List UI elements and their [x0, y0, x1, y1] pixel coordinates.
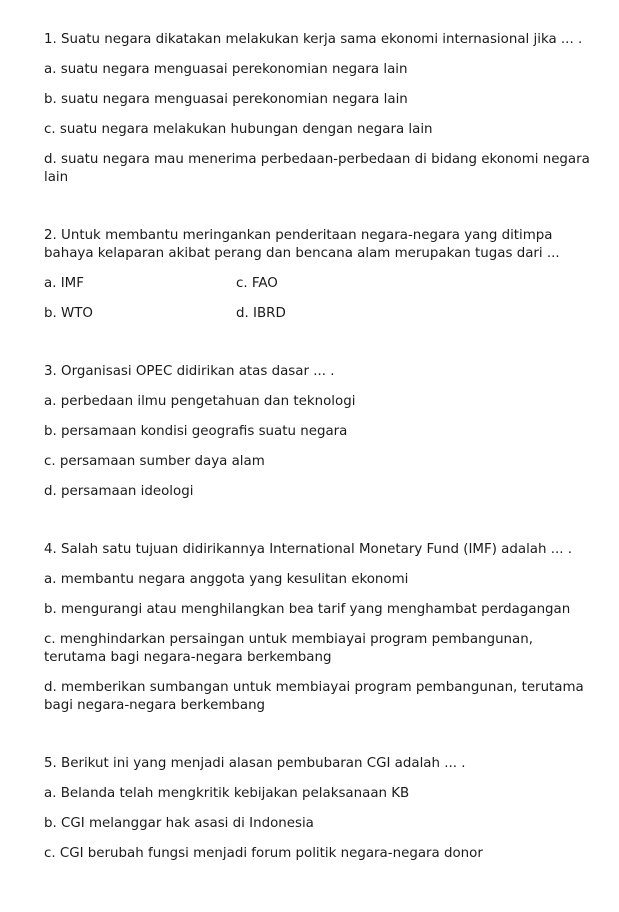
question-4	[44, 541, 596, 715]
answer-option: b. CGI melanggar hak asasi di Indonesia	[44, 816, 314, 831]
answer-option: b. suatu negara menguasai perekonomian negara lain	[44, 92, 408, 107]
answer-option: c. persamaan sumber daya alam	[44, 454, 265, 469]
question-stem: 5. Berikut ini yang menjadi alasan pembubaran CGI adalah ... .	[44, 756, 466, 771]
question-5	[44, 755, 596, 863]
answer-option: a. membantu negara anggota yang kesulitan ekonomi	[44, 572, 409, 587]
answer-option: a. perbedaan ilmu pengetahuan dan teknologi	[44, 394, 356, 409]
quiz-document	[44, 31, 596, 863]
answer-option: c. CGI berubah fungsi menjadi forum politik negara-negara donor	[44, 846, 483, 861]
question-3	[44, 363, 596, 501]
answer-option: b. persamaan kondisi geografis suatu negara	[44, 424, 348, 439]
question-stem: 4. Salah satu tujuan didirikannya International Monetary Fund (IMF) adalah ... .	[44, 542, 573, 557]
answer-option: b. WTO	[44, 306, 93, 321]
question-stem: 1. Suatu negara dikatakan melakukan kerja sama ekonomi internasional jika ... .	[44, 32, 583, 47]
answer-option: d. persamaan ideologi	[44, 484, 194, 499]
question-2	[44, 227, 596, 323]
answer-option: c. suatu negara melakukan hubungan dengan negara lain	[44, 122, 433, 137]
question-stem: 3. Organisasi OPEC didirikan atas dasar ... .	[44, 364, 335, 379]
question-1	[44, 31, 596, 187]
answer-option: a. suatu negara menguasai perekonomian negara lain	[44, 62, 408, 77]
answer-row	[44, 275, 596, 293]
answer-option: b. mengurangi atau menghilangkan bea tarif yang menghambat perdagangan	[44, 602, 571, 617]
answer-option: c. menghindarkan persaingan untuk membiayai program pembangunan, terutama bagi negara-negara berkembang	[44, 632, 533, 665]
answer-option: c. FAO	[236, 276, 278, 291]
answer-option: a. Belanda telah mengkritik kebijakan pelaksanaan KB	[44, 786, 410, 801]
question-stem: 2. Untuk membantu meringankan penderitaan negara-negara yang ditimpa bahaya kelaparan akibat perang dan bencana alam merupakan tugas dari ...	[44, 228, 560, 261]
answer-option: a. IMF	[44, 276, 84, 291]
answer-option: d. memberikan sumbangan untuk membiayai program pembangunan, terutama bagi negara-negara berkembang	[44, 680, 584, 713]
answer-option: d. suatu negara mau menerima perbedaan-perbedaan di bidang ekonomi negara lain	[44, 152, 590, 185]
answer-option: d. IBRD	[236, 306, 286, 321]
answer-row	[44, 305, 596, 323]
